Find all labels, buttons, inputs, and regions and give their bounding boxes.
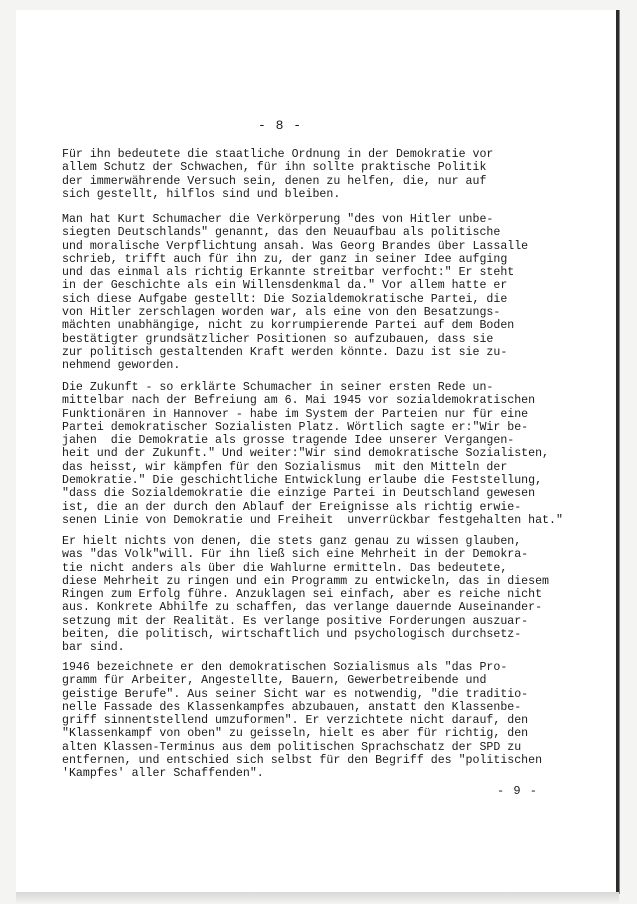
page-shadow — [16, 892, 619, 904]
paragraph-4: Er hielt nichts von denen, die stets ganz genau zu wissen glauben, was "das Volk"will. Für ihn ließ sich eine Mehrheit in der Demokra- tie nicht anders als über die Wahlurne ermitteln. Das bedeutete, diese Mehrheit zu ringen und ein Programm zu entwickeln, das in diesem Ringen zum Erfolg führe. Anzuklagen sei einfach, aber es reiche nicht aus. Konkrete Abhilfe zu schaffen, das verlange dauernde Auseinander- setzung mit der Realität. Es verlange positive Forderungen auszuar- beiten, die politisch, wirtschaftlich und psychologisch durchsetz- bar sind. — [62, 535, 550, 655]
page-number: - 8 - — [258, 118, 303, 133]
paragraph-1: Für ihn bedeutete die staatliche Ordnung in der Demokratie vor allem Schutz der Schwachen, für ihn sollte praktische Politik der immerwährende Versuch sein, denen zu helfen, die, nur auf sich gestellt, hilflos sind und bleiben. — [62, 148, 494, 201]
paragraph-2: Man hat Kurt Schumacher die Verkörperung "des von Hitler unbe- siegten Deutschlands" genannt, das den Neuaufbau als politische und moralische Verpflichtung ansah. Was Georg Brandes über Lassalle schrieb, trifft auch für ihn zu, der ganz in seiner Idee aufging und das einmal als richtig Erkannte streitbar verfocht:" Er steht in der Geschichte als ein Willensdenkmal da." Vor allem hatte er sich diese Aufgabe gestellt: Die Sozialdemokratische Partei, die von Hitler zerschlagen worden war, als eine von den Besatzungs- mächten unabhängige, nicht zu korrumpierende Partei auf dem Boden bestätigter grundsätzlicher Positionen so aufzubauen, dass sie zur politisch gestaltenden Kraft werden könnte. Dazu ist sie zu- nehmend geworden. — [62, 213, 529, 373]
next-page-marker: - 9 - — [497, 784, 539, 798]
paragraph-3: Die Zukunft - so erklärte Schumacher in seiner ersten Rede un- mittelbar nach der Befreiung am 6. Mai 1945 vor sozialdemokratischen Funktionären in Hannover - habe im System der Parteien nur für eine Partei demokratischer Sozialisten Platz. Wörtlich sagte er:"Wir be- jahen die Demokratie als grosse tragende Idee unserer Vergangen- heit und der Zukunft." Und weiter:"Wir sind demokratische Sozialisten, das heisst, wir kämpfen für den Sozialismus mit den Mitteln der Demokratie." Die geschichtliche Entwicklung erlaube die Feststellung, "dass die Sozialdemokratie die einzige Partei in Deutschland gewesen ist, die an der durch den Ablauf der Ereignisse als richtig erwie- senen Linie von Demokratie und Freiheit unverrückbar festgehalten hat." — [62, 381, 563, 527]
paragraph-5: 1946 bezeichnete er den demokratischen Sozialismus als "das Pro- gramm für Arbeiter, Angestellte, Bauern, Gewerbetreibende und geistige Berufe". Aus seiner Sicht war es notwendig, "die traditio- nelle Fassade des Klassenkampfes abzubauen, anstatt den Klassenbe- griff sinnentstellend umzuformen". Er verzichtete nicht darauf, den "Klassenkampf von oben" zu geisseln, hielt es aber für richtig, den alten Klassen-Terminus aus dem politischen Sprachschatz der SPD zu entfernen, und entschied sich selbst für den Begriff des "politischen 'Kampfes' aller Schaffenden". — [62, 661, 543, 781]
